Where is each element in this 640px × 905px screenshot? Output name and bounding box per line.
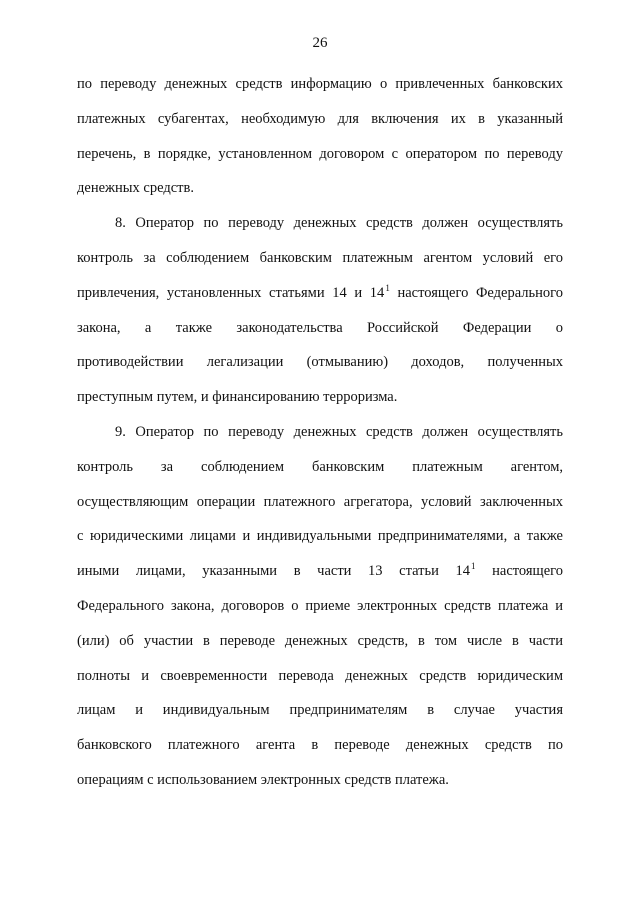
text-line: банковского платежного агента в переводе денежных средств по <box>77 737 563 754</box>
text-line: полноты и своевременности перевода денежных средств юридическим <box>77 667 563 684</box>
text-fragment: иными лицами, указанными в части 13 статьи 14 <box>77 563 471 580</box>
page-number: 26 <box>312 35 328 51</box>
text-line: с юридическими лицами и индивидуальными предпринимателями, а также <box>77 528 563 545</box>
text-line: осуществляющим операции платежного агрегатора, условий заключенных <box>77 493 563 510</box>
text-fragment: настоящего <box>475 563 563 580</box>
superscript-number: 1 <box>471 561 476 572</box>
superscript-number: 1 <box>385 282 390 293</box>
text-line: преступным путем, и финансированию терроризма. <box>77 389 398 406</box>
text-line-with-superscript <box>77 554 563 589</box>
text-line: Федерального закона, договоров о приеме электронных средств платежа и <box>77 597 563 614</box>
text-line: денежных средств. <box>77 180 194 197</box>
text-line: по переводу денежных средств информацию о привлеченных банковских <box>77 76 563 92</box>
text-line: противодействии легализации (отмыванию) доходов, полученных <box>77 354 563 371</box>
paragraph-9-line: 9. Оператор по переводу денежных средств должен осуществлять <box>115 423 563 440</box>
text-line: (или) об участии в переводе денежных средств, в том числе в части <box>77 632 563 649</box>
text-line: лицам и индивидуальным предпринимателям в случае участия <box>77 702 563 719</box>
text-line: контроль за соблюдением банковским платежным агентом условий его <box>77 249 563 266</box>
text-line: операциям с использованием электронных средств платежа. <box>77 771 449 788</box>
text-line: контроль за соблюдением банковским платежным агентом, <box>77 458 563 475</box>
text-line: перечень, в порядке, установленном договором с оператором по переводу <box>77 145 563 162</box>
text-fragment: настоящего Федерального <box>389 284 563 301</box>
paragraph-8-line: 8. Оператор по переводу денежных средств должен осуществлять <box>115 215 563 232</box>
text-fragment: привлечения, установленных статьями 14 и 14 <box>77 284 385 301</box>
document-body <box>77 67 563 798</box>
text-line: закона, а также законодательства Российской Федерации о <box>77 319 563 336</box>
text-line-with-superscript <box>77 276 563 311</box>
text-line: платежных субагентах, необходимую для включения их в указанный <box>77 110 563 127</box>
